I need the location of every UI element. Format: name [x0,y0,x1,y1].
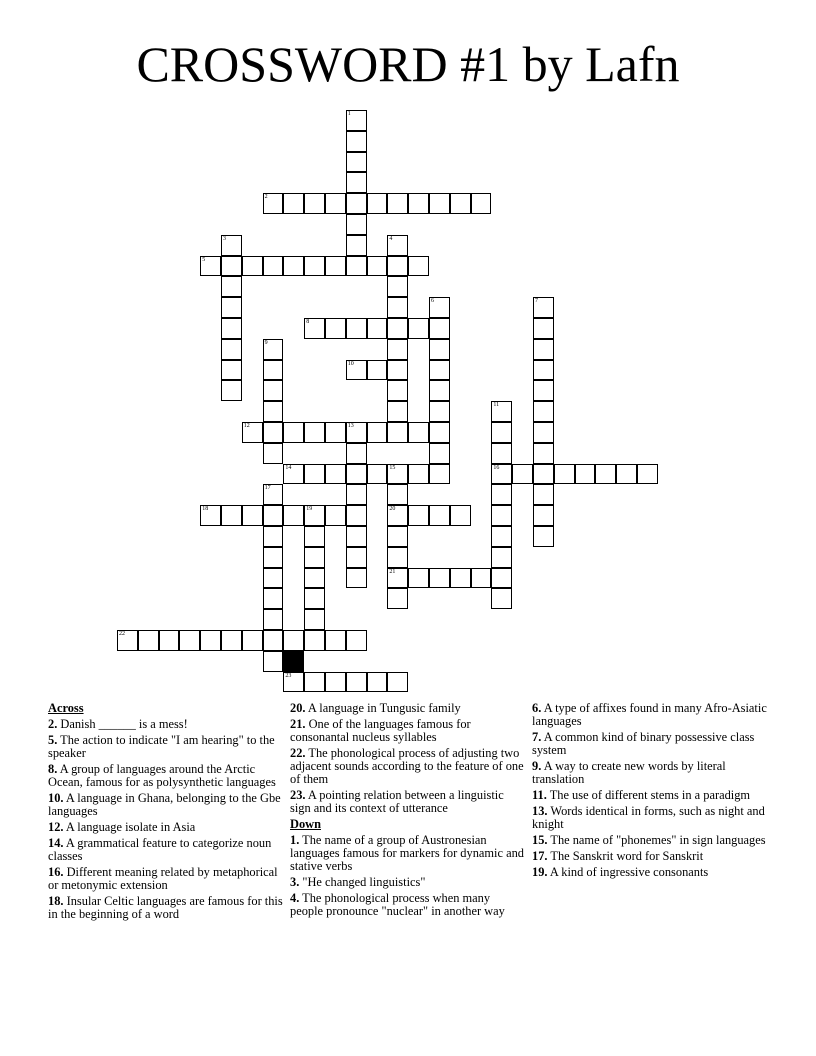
grid-cell[interactable] [429,443,450,464]
down-clue-4: 4. The phonological process when many people pronounce "nuclear" in another way [290,891,505,918]
grid-cell[interactable] [346,172,367,193]
grid-cell[interactable] [491,547,512,568]
grid-cell[interactable] [283,464,304,485]
grid-cell[interactable] [533,360,554,381]
grid-cell[interactable] [491,568,512,589]
clue-number: 12 [243,423,250,429]
grid-cell[interactable] [221,276,242,297]
grid-cell[interactable] [283,422,304,443]
grid-cell[interactable] [346,443,367,464]
grid-cell[interactable] [471,568,492,589]
grid-cell[interactable] [533,443,554,464]
grid-cell[interactable] [387,505,408,526]
grid-cell[interactable] [387,235,408,256]
grid-cell[interactable] [221,505,242,526]
across-clue-2: 2. Danish ______ is a mess! [48,717,188,731]
grid-cell[interactable] [408,568,429,589]
grid-cell[interactable] [200,630,221,651]
grid-cell[interactable] [346,360,367,381]
down-clue-9: 9. A way to create new words by literal translation [532,759,726,786]
clue-number: 9 [264,339,268,346]
grid-cell[interactable] [429,568,450,589]
grid-cell[interactable] [304,672,325,693]
grid-cell[interactable] [263,360,284,381]
grid-cell[interactable] [263,526,284,547]
grid-cell[interactable] [367,360,388,381]
grid-cell[interactable] [325,193,346,214]
grid-cell[interactable] [512,464,533,485]
down-clue-11: 11. The use of different stems in a paradigm [532,788,751,802]
grid-cell[interactable] [263,588,284,609]
clue-number: 21 [389,568,396,575]
down-clue-1: 1. The name of a group of Austronesian languages famous for markers for dynamic and stative verbs [290,833,524,873]
clues-column-1 [48,702,284,924]
grid-cell[interactable] [429,401,450,422]
grid-cell[interactable] [304,256,325,277]
grid-cell[interactable] [387,318,408,339]
down-clue-17: 17. The Sanskrit word for Sanskrit [532,849,704,863]
grid-cell[interactable] [263,256,284,277]
grid-cell[interactable] [263,422,284,443]
grid-cell[interactable] [346,110,367,131]
grid-cell[interactable] [387,276,408,297]
grid-cell[interactable] [346,547,367,568]
grid-cell[interactable] [387,256,408,277]
grid-cell[interactable] [159,630,180,651]
grid-cell[interactable] [346,422,367,443]
grid-cell[interactable] [346,152,367,173]
grid-cell[interactable] [533,318,554,339]
grid-cell[interactable] [429,193,450,214]
grid-cell[interactable] [471,193,492,214]
grid-cell[interactable] [408,505,429,526]
grid-cell[interactable] [304,630,325,651]
grid-cell[interactable] [367,672,388,693]
grid-cell[interactable] [263,443,284,464]
down-clue-7: 7. A common kind of binary possessive class system [532,730,755,757]
grid-cell[interactable] [221,380,242,401]
clues-column-3 [532,702,768,882]
grid-cell[interactable] [304,422,325,443]
grid-cell[interactable] [408,464,429,485]
grid-cell[interactable] [408,193,429,214]
grid-cell[interactable] [325,672,346,693]
grid-cell[interactable] [533,297,554,318]
grid-cell[interactable] [304,568,325,589]
grid-cell[interactable] [533,505,554,526]
grid-cell[interactable] [117,630,138,651]
clue-number: 4 [389,235,393,242]
clue-number: 6 [431,298,434,305]
across-clue-20: 20. A language in Tungusic family [290,701,461,715]
clue-number: 14 [285,464,292,471]
grid-cell[interactable] [533,380,554,401]
grid-cell[interactable] [387,422,408,443]
grid-cell[interactable] [387,380,408,401]
black-square [283,651,304,672]
grid-cell[interactable] [533,339,554,360]
grid-cell[interactable] [450,193,471,214]
across-clue-23: 23. A pointing relation between a linguistic sign and its context of utterance [290,788,504,815]
grid-cell[interactable] [429,464,450,485]
grid-cell[interactable] [242,505,263,526]
across-clue-12: 12. A language isolate in Asia [48,820,196,834]
grid-cell[interactable] [491,484,512,505]
clue-number: 7 [535,298,538,305]
grid-cell[interactable] [346,505,367,526]
grid-cell[interactable] [200,256,221,277]
across-clue-16: 16. Different meaning related by metaphorical or metonymic extension [48,865,278,892]
down-header: Down [290,817,321,831]
grid-cell[interactable] [533,526,554,547]
clue-number: 13 [347,423,354,429]
grid-cell[interactable] [221,318,242,339]
grid-cell[interactable] [346,526,367,547]
grid-cell[interactable] [387,568,408,589]
grid-cell[interactable] [367,464,388,485]
grid-cell[interactable] [325,464,346,485]
grid-cell[interactable] [283,672,304,693]
clue-number: 19 [306,506,313,513]
grid-cell[interactable] [325,505,346,526]
grid-cell[interactable] [263,505,284,526]
grid-cell[interactable] [263,339,284,360]
grid-cell[interactable] [242,630,263,651]
grid-cell[interactable] [263,484,284,505]
grid-cell[interactable] [533,484,554,505]
grid-cell[interactable] [283,256,304,277]
grid-cell[interactable] [533,401,554,422]
clue-number: 15 [389,464,396,471]
across-header: Across [48,701,84,715]
grid-cell[interactable] [450,505,471,526]
across-clue-10: 10. A language in Ghana, belonging to the Gbe languages [48,791,281,818]
across-clue-21: 21. One of the languages famous for consonantal nucleus syllables [290,717,471,744]
grid-cell[interactable] [221,360,242,381]
grid-cell[interactable] [387,339,408,360]
grid-cell[interactable] [387,672,408,693]
grid-cell[interactable] [346,672,367,693]
grid-cell[interactable] [346,193,367,214]
grid-cell[interactable] [263,401,284,422]
grid-cell[interactable] [491,464,512,485]
grid-cell[interactable] [533,422,554,443]
grid-cell[interactable] [304,526,325,547]
grid-cell[interactable] [387,547,408,568]
across-clue-22: 22. The phonological process of adjusting two adjacent sounds according to the feature of one of them [290,746,524,786]
grid-cell[interactable] [367,256,388,277]
grid-cell[interactable] [346,235,367,256]
clue-number: 2 [264,194,268,201]
grid-cell[interactable] [242,256,263,277]
grid-cell[interactable] [221,297,242,318]
grid-cell[interactable] [346,464,367,485]
grid-cell[interactable] [429,297,450,318]
down-clue-15: 15. The name of "phonemes" in sign languages [532,833,766,847]
grid-cell[interactable] [554,464,575,485]
grid-cell[interactable] [200,505,221,526]
down-clue-3: 3. "He changed linguistics" [290,875,426,889]
clue-number: 20 [389,506,396,513]
grid-cell[interactable] [325,422,346,443]
grid-cell[interactable] [367,318,388,339]
grid-cell[interactable] [242,422,263,443]
grid-cell[interactable] [304,547,325,568]
grid-cell[interactable] [346,214,367,235]
grid-cell[interactable] [491,443,512,464]
grid-cell[interactable] [408,318,429,339]
grid-cell[interactable] [263,630,284,651]
grid-cell[interactable] [325,630,346,651]
grid-cell[interactable] [346,318,367,339]
grid-cell[interactable] [387,297,408,318]
clues-column-2 [290,702,526,921]
grid-cell[interactable] [491,505,512,526]
grid-cell[interactable] [367,422,388,443]
grid-cell[interactable] [304,505,325,526]
grid-cell[interactable] [283,505,304,526]
grid-cell[interactable] [595,464,616,485]
grid-cell[interactable] [346,568,367,589]
clue-number: 1 [347,111,351,117]
grid-cell[interactable] [221,256,242,277]
across-clue-14: 14. A grammatical feature to categorize noun classes [48,836,272,863]
grid-cell[interactable] [429,422,450,443]
grid-cell[interactable] [387,401,408,422]
grid-cell[interactable] [429,339,450,360]
grid-cell[interactable] [221,235,242,256]
grid-cell[interactable] [387,526,408,547]
grid-cell[interactable] [304,464,325,485]
grid-cell[interactable] [304,193,325,214]
clue-number: 8 [306,319,310,325]
clue-number: 23 [285,672,292,679]
grid-cell[interactable] [616,464,637,485]
grid-cell[interactable] [429,360,450,381]
grid-cell[interactable] [491,588,512,609]
grid-cell[interactable] [429,380,450,401]
grid-cell[interactable] [179,630,200,651]
grid-cell[interactable] [304,588,325,609]
grid-cell[interactable] [346,131,367,152]
grid-cell[interactable] [138,630,159,651]
grid-cell[interactable] [637,464,658,485]
grid-cell[interactable] [387,588,408,609]
grid-cell[interactable] [429,318,450,339]
grid-cell[interactable] [346,484,367,505]
grid-cell[interactable] [263,193,284,214]
clue-number: 5 [202,256,206,263]
grid-cell[interactable] [263,547,284,568]
grid-cell[interactable] [491,422,512,443]
grid-cell[interactable] [346,630,367,651]
grid-cell[interactable] [346,256,367,277]
grid-cell[interactable] [325,256,346,277]
down-clue-19: 19. A kind of ingressive consonants [532,865,709,879]
grid-cell[interactable] [387,193,408,214]
grid-cell[interactable] [450,568,471,589]
down-clue-13: 13. Words identical in forms, such as night and knight [532,804,765,831]
page-title: CROSSWORD #1 by Lafn [136,36,680,92]
across-clue-8: 8. A group of languages around the Arctic Ocean, famous for as polysynthetic languages [48,762,276,789]
grid-cell[interactable] [387,464,408,485]
clue-number: 18 [202,506,209,513]
down-clue-6: 6. A type of affixes found in many Afro-Asiatic languages [532,701,767,728]
grid-cell[interactable] [283,630,304,651]
grid-cell[interactable] [263,609,284,630]
grid-cell[interactable] [263,651,284,672]
grid-cell[interactable] [263,568,284,589]
grid-cell[interactable] [367,193,388,214]
grid-cell[interactable] [491,526,512,547]
grid-cell[interactable] [304,609,325,630]
grid-cell[interactable] [491,401,512,422]
grid-cell[interactable] [429,505,450,526]
across-clue-18: 18. Insular Celtic languages are famous for this in the beginning of a word [48,894,283,921]
grid-cell[interactable] [304,318,325,339]
grid-cell[interactable] [221,339,242,360]
grid-cell[interactable] [575,464,596,485]
grid-cell[interactable] [533,464,554,485]
grid-cell[interactable] [387,360,408,381]
grid-cell[interactable] [408,422,429,443]
clue-number: 10 [347,360,354,367]
clue-number: 11 [493,402,500,409]
across-clue-5: 5. The action to indicate "I am hearing" to the speaker [48,733,275,760]
grid-cell[interactable] [325,318,346,339]
clue-number: 16 [493,464,500,471]
clue-number: 17 [264,485,271,492]
grid-cell[interactable] [263,380,284,401]
grid-cell[interactable] [408,256,429,277]
clue-number: 3 [223,235,226,242]
grid-cell[interactable] [221,630,242,651]
grid-cell[interactable] [387,484,408,505]
grid-cell[interactable] [283,193,304,214]
clue-number: 22 [119,631,125,637]
